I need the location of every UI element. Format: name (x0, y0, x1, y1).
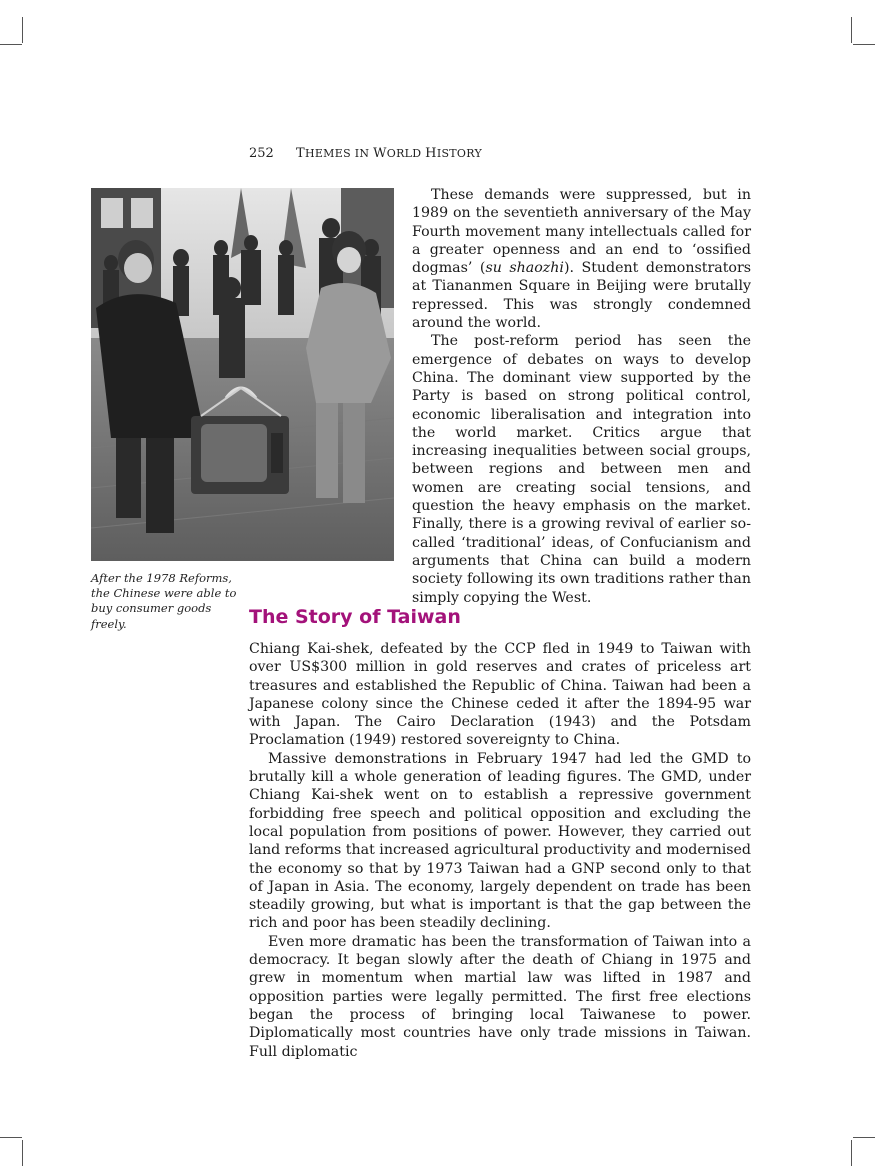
running-header (249, 146, 482, 161)
section-title: The Story of Taiwan (249, 606, 461, 628)
crop-mark (22, 1140, 23, 1166)
crop-mark (22, 17, 23, 43)
paragraph: Even more dramatic has been the transformation of Taiwan into a democracy. It began slowly after the death of Chiang in 1975 and grew in momentum when martial law was lifted in 1987 and opposition parties were legally permitted. The first free elections began the process of bringing local Taiwanese to power. Diplomatically most countries have only trade missions in Taiwan. Full diplomatic (249, 933, 751, 1060)
crop-mark (0, 44, 22, 45)
paragraph: These demands were suppressed, but in 1989 on the seventieth anniversary of the May Fourth movement many intellectuals called for a greater openness and an end to ‘ossified dogmas’ (su shaozhi). Student demonstrators at Tiananmen Square in Beijing were brutally repressed. This was strongly condemned around the world. (412, 187, 752, 332)
crop-mark (851, 17, 852, 43)
running-title: THEMES IN WORLD HISTORY (295, 146, 483, 161)
paragraph: The post-reform period has seen the emergence of debates on ways to develop China. The dominant view supported by the Party is based on strong political control, economic liberalisation and integration into the world market. Critics argue that increasing inequalities between social groups, between regions and between men and women are creating social tensions, and question the heavy emphasis on the market. Finally, there is a growing revival of earlier so-called ‘traditional’ ideas, of Confucianism and arguments that China can build a modern society following its own traditions rather than simply copying the West. (412, 333, 751, 606)
right-column-text (412, 186, 751, 607)
page-number: 252 (249, 146, 274, 161)
crop-mark (853, 44, 875, 45)
paragraph: Massive demonstrations in February 1947 had led the GMD to brutally kill a whole generation of leading figures. The GMD, under Chiang Kai-shek went on to establish a repressive government forbidding free speech and political opposition and excluding the local population from positions of power. However, they carried out land reforms that increased agricultural productivity and modernised the economy so that by 1973 Taiwan had a GNP second only to that of Japan in Asia. The economy, largely dependent on trade has been steadily growing, but what is important is that the gap between the rich and poor has been steadily declining. (249, 750, 751, 932)
paragraph: Chiang Kai-shek, defeated by the CCP fled in 1949 to Taiwan with over US$300 million in gold reserves and crates of priceless art treasures and established the Republic of China. Taiwan had been a Japanese colony since the Chinese ceded it after the 1894-95 war with Japan. The Cairo Declaration (1943) and the Potsdam Proclamation (1949) restored sovereignty to China. (249, 641, 751, 749)
figure-caption: After the 1978 Reforms, the Chinese were able to buy consumer goods freely. (91, 571, 237, 631)
crop-mark (0, 1137, 22, 1138)
crop-mark (853, 1137, 875, 1138)
historical-photo (91, 188, 394, 561)
section-body (249, 640, 751, 1061)
crop-mark (851, 1140, 852, 1166)
